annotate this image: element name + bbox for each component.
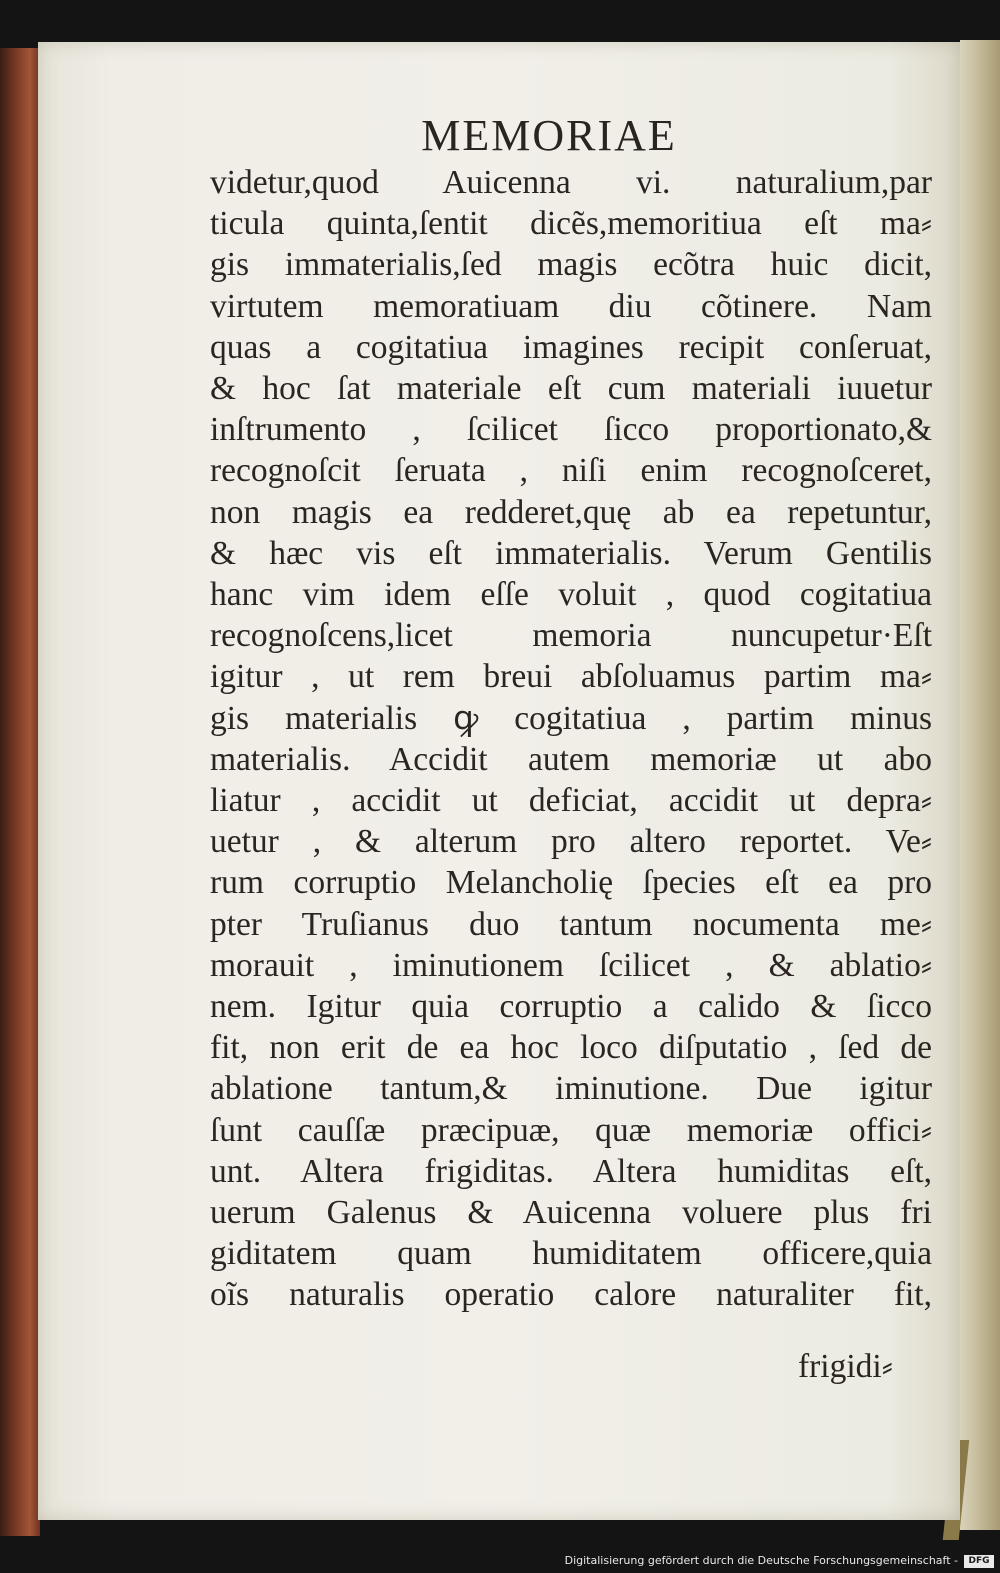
text-line: fit, non erit de ea hoc loco diſputatio , ſed de (210, 1029, 932, 1067)
text-line: liatur , accidit ut deficiat, accidit ut depra⸗ (210, 782, 932, 820)
text-line: virtutem memoratiuam diu cõtinere. Nam (210, 287, 932, 325)
text-line: hanc vim idem eſſe voluit , quod cogitatiua (210, 576, 932, 614)
text-line: recognoſcens,licet memoria nuncupetur·Eſt (210, 617, 932, 655)
text-line: & hæc vis eſt immaterialis. Verum Gentilis (210, 534, 932, 572)
text-line: uerum Galenus & Auicenna voluere plus fri (210, 1194, 932, 1232)
text-line: igitur , ut rem breui abſoluamus partim ma⸗ (210, 658, 932, 696)
dfg-logo: DFG (964, 1555, 994, 1568)
text-line: ablatione tantum,& iminutione. Due igitur (210, 1070, 932, 1108)
text-line: inſtrumento , ſcilicet ſicco proportionato,& (210, 411, 932, 449)
text-line: rum corruptio Melancholię ſpecies eſt ea pro (210, 864, 932, 902)
text-line: morauit , iminutionem ſcilicet , & ablatio⸗ (210, 946, 932, 984)
funding-credit: Digitalisierung gefördert durch die Deutsche Forschungsgemeinschaft - (564, 1554, 958, 1567)
page-stack-edge (960, 40, 1000, 1530)
text-line: recognoſcit ſeruata , niſi enim recognoſceret, (210, 452, 932, 490)
text-line: gis immaterialis,ſed magis ecõtra huic dicit, (210, 246, 932, 284)
text-line: videtur,quod Auicenna vi. naturalium,par (210, 164, 932, 201)
text-line: materialis. Accidit autem memoriæ ut abo (210, 740, 932, 778)
catchword: frigidi⸗ (798, 1348, 893, 1385)
running-head: MEMORIAE (421, 111, 677, 160)
text-line: giditatem quam humiditatem officere,quia (210, 1235, 932, 1273)
text-line: nem. Igitur quia corruptio a calido & ſicco (210, 988, 932, 1026)
text-line: oĩs naturalis operatio calore naturaliter fit, (210, 1276, 932, 1314)
footer-bar (0, 1552, 1000, 1573)
book-cover-edge (0, 48, 40, 1536)
text-line: unt. Altera frigiditas. Altera humiditas eſt, (210, 1152, 932, 1190)
text-line: quas a cogitatiua imagines recipit conſeruat, (210, 328, 932, 366)
text-line: pter Truſianus duo tantum nocumenta me⸗ (210, 905, 932, 943)
text-line: ticula quinta,ſentit dicẽs,memoritiua eſt ma⸗ (210, 205, 932, 243)
text-line: uetur , & alterum pro altero reportet. Ve⸗ (210, 823, 932, 861)
text-line: non magis ea redderet,quę ab ea repetuntur, (210, 493, 932, 531)
text-line: ſunt cauſſæ præcipuæ, quæ memoriæ offici⸗ (210, 1111, 932, 1149)
text-line: & hoc ſat materiale eſt cum materiali iuuetur (210, 370, 932, 408)
body-text (210, 162, 932, 1316)
text-line: gis materialis ꝙ cogitatiua , partim minus (210, 699, 932, 737)
page-leaf (38, 42, 960, 1520)
